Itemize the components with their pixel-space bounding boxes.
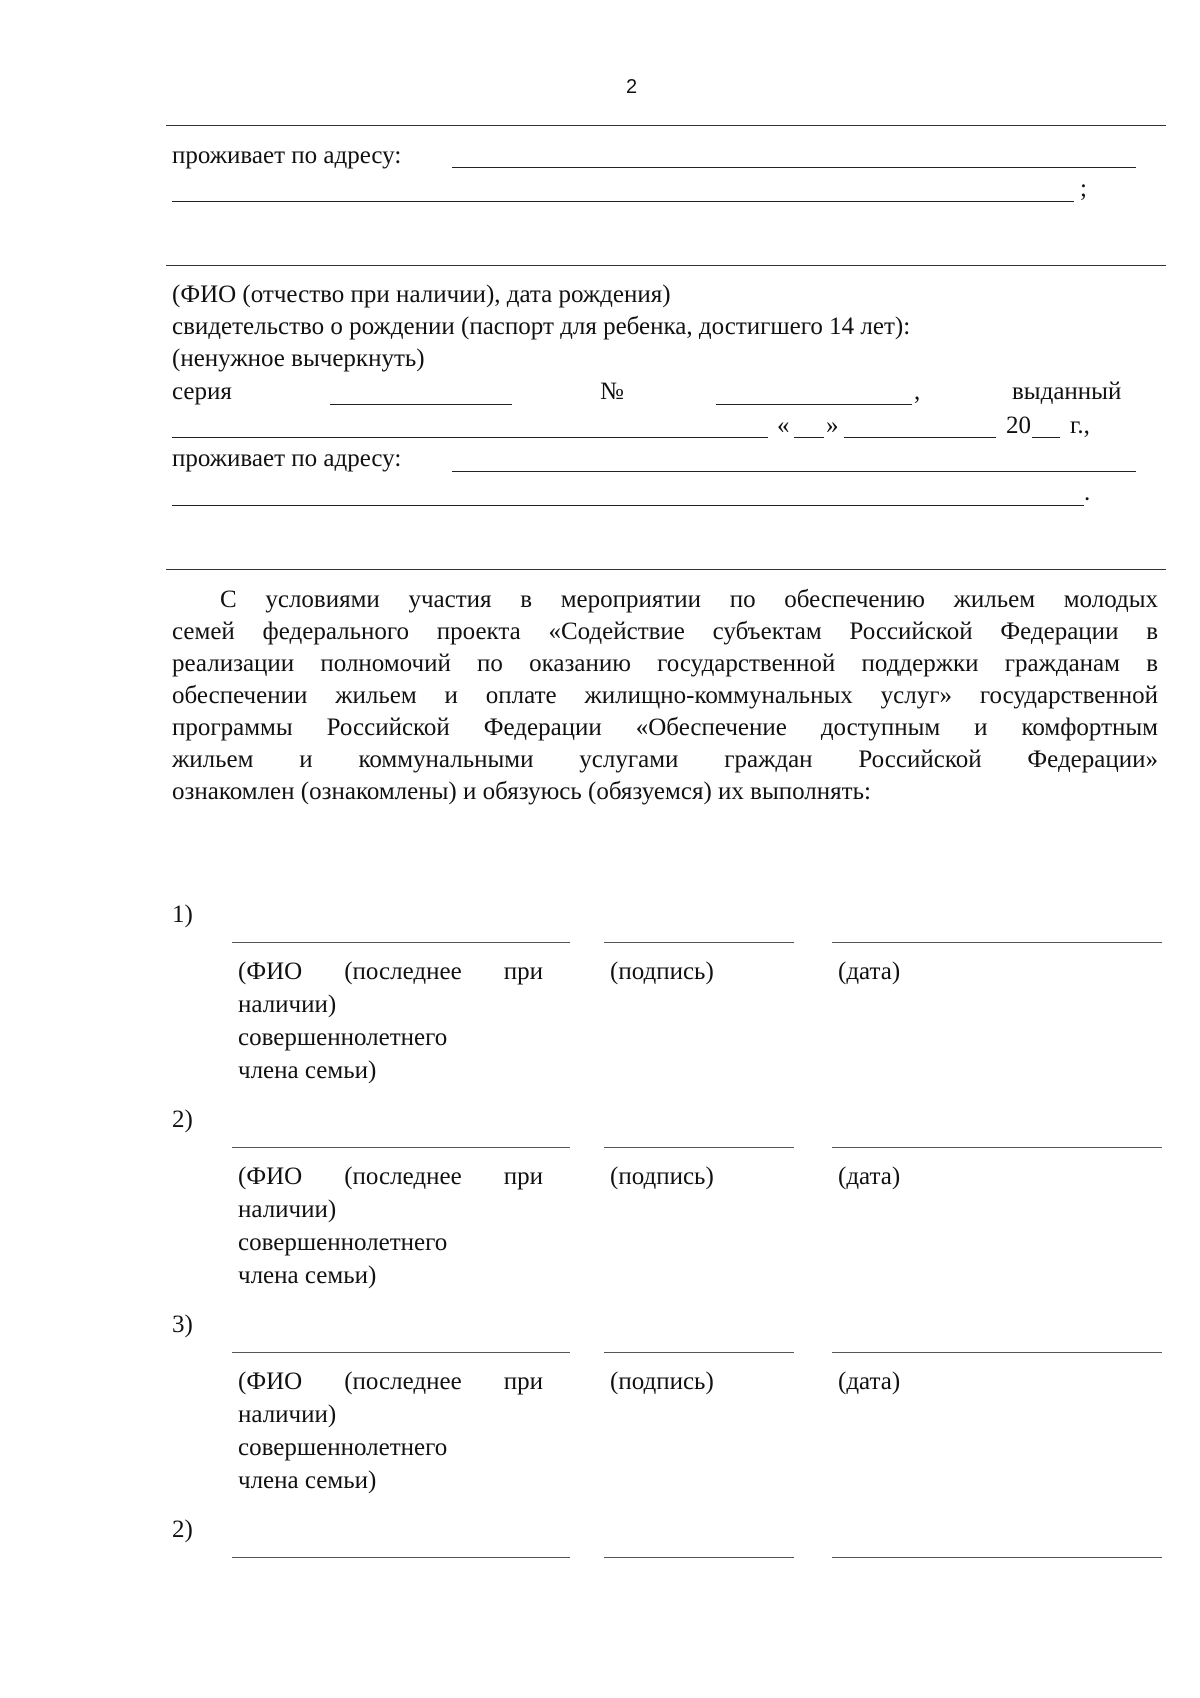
paragraph-line-1: С условиями участия в мероприятии по обеспечению жильем молодых <box>220 586 1158 613</box>
fio-caption-line: члена семьи) <box>238 1057 377 1084</box>
address-end-dot: . <box>1084 479 1091 506</box>
date-caption: (дата) <box>838 1163 901 1190</box>
separator-line-2[interactable] <box>166 569 1166 570</box>
certificate-label: свидетельство о рождении (паспорт для ребенка, достигшего 14 лет): <box>172 313 911 340</box>
date-line[interactable] <box>832 1352 1162 1353</box>
fio-caption-line: наличии) <box>238 1401 337 1428</box>
paragraph-line-2: семей федерального проекта «Содействие субъектам Российской Федерации в <box>172 618 1158 645</box>
separator-line <box>166 125 1166 126</box>
issued-by-field[interactable] <box>172 437 768 438</box>
fio-caption-line: совершеннолетнего <box>238 1229 448 1256</box>
signature-line[interactable] <box>604 1147 794 1148</box>
issued-label: выданный <box>1012 378 1122 405</box>
paragraph-line-7: ознакомлен (ознакомлены) и обязуюсь (обязуемся) их выполнять: <box>172 778 871 805</box>
signature-line[interactable] <box>604 942 794 943</box>
address-label: проживает по адресу: <box>172 142 402 169</box>
strike-note: (ненужное вычеркнуть) <box>172 345 425 372</box>
address-field-line-3[interactable] <box>452 471 1136 472</box>
fio-caption-line: (ФИО (последнее при <box>238 1368 543 1395</box>
number-field[interactable] <box>716 404 912 405</box>
signature-number: 3) <box>172 1311 193 1338</box>
paragraph-line-5: программы Российской Федерации «Обеспечение доступным и комфортным <box>172 714 1158 741</box>
page-number: 2 <box>626 76 638 98</box>
fio-signature-line[interactable] <box>232 1352 570 1353</box>
series-field[interactable] <box>330 404 512 405</box>
signature-caption: (подпись) <box>610 1163 714 1190</box>
fio-caption-line: члена семьи) <box>238 1467 377 1494</box>
fio-caption-line: совершеннолетнего <box>238 1024 448 1051</box>
day-field[interactable] <box>794 437 824 438</box>
fio-caption-line: члена семьи) <box>238 1262 377 1289</box>
date-close-quote: » <box>826 412 839 439</box>
address-label-2: проживает по адресу: <box>172 445 402 472</box>
signature-number: 2) <box>172 1516 193 1543</box>
fio-signature-line[interactable] <box>232 942 570 943</box>
fio-caption-line: наличии) <box>238 991 337 1018</box>
signature-caption: (подпись) <box>610 958 714 985</box>
signature-number: 2) <box>172 1106 193 1133</box>
date-line[interactable] <box>832 1557 1162 1558</box>
date-caption: (дата) <box>838 1368 901 1395</box>
fio-signature-line[interactable] <box>232 1147 570 1148</box>
signature-line[interactable] <box>604 1352 794 1353</box>
signature-number: 1) <box>172 901 193 928</box>
fio-signature-line[interactable] <box>232 1557 570 1558</box>
series-label: серия <box>172 378 232 405</box>
year-prefix: 20 <box>1006 412 1031 439</box>
signature-line[interactable] <box>604 1557 794 1558</box>
year-field[interactable] <box>1032 437 1060 438</box>
date-line[interactable] <box>832 1147 1162 1148</box>
signature-caption: (подпись) <box>610 1368 714 1395</box>
fio-caption-line: (ФИО (последнее при <box>238 1163 543 1190</box>
fio-caption-block <box>238 1365 543 1497</box>
paragraph-line-3: реализации полномочий по оказанию государственной поддержки гражданам в <box>172 650 1158 677</box>
paragraph-line-6: жильем и коммунальными услугами граждан Российской Федерации» <box>172 746 1158 773</box>
fio-caption-block <box>238 955 543 1087</box>
fio-caption-block <box>238 1160 543 1292</box>
address-field-line-4[interactable] <box>172 505 1084 506</box>
fio-caption: (ФИО (отчество при наличии), дата рождения) <box>172 281 671 308</box>
fio-caption-line: наличии) <box>238 1196 337 1223</box>
date-caption: (дата) <box>838 958 901 985</box>
month-field[interactable] <box>844 437 996 438</box>
date-open-quote: « <box>777 412 790 439</box>
year-suffix: г., <box>1070 412 1090 439</box>
fio-caption-line: совершеннолетнего <box>238 1434 448 1461</box>
paragraph-line-4: обеспечении жильем и оплате жилищно-коммунальных услуг» государственной <box>172 682 1158 709</box>
fio-caption-line: (ФИО (последнее при <box>238 958 543 985</box>
number-label: № <box>600 378 624 405</box>
address-field-line-2[interactable] <box>172 201 1074 202</box>
comma-mark: , <box>914 378 921 405</box>
date-line[interactable] <box>832 942 1162 943</box>
address-field-line-1[interactable] <box>452 167 1136 168</box>
address-end-mark: ; <box>1080 175 1087 202</box>
fio-field-line[interactable] <box>166 265 1166 266</box>
